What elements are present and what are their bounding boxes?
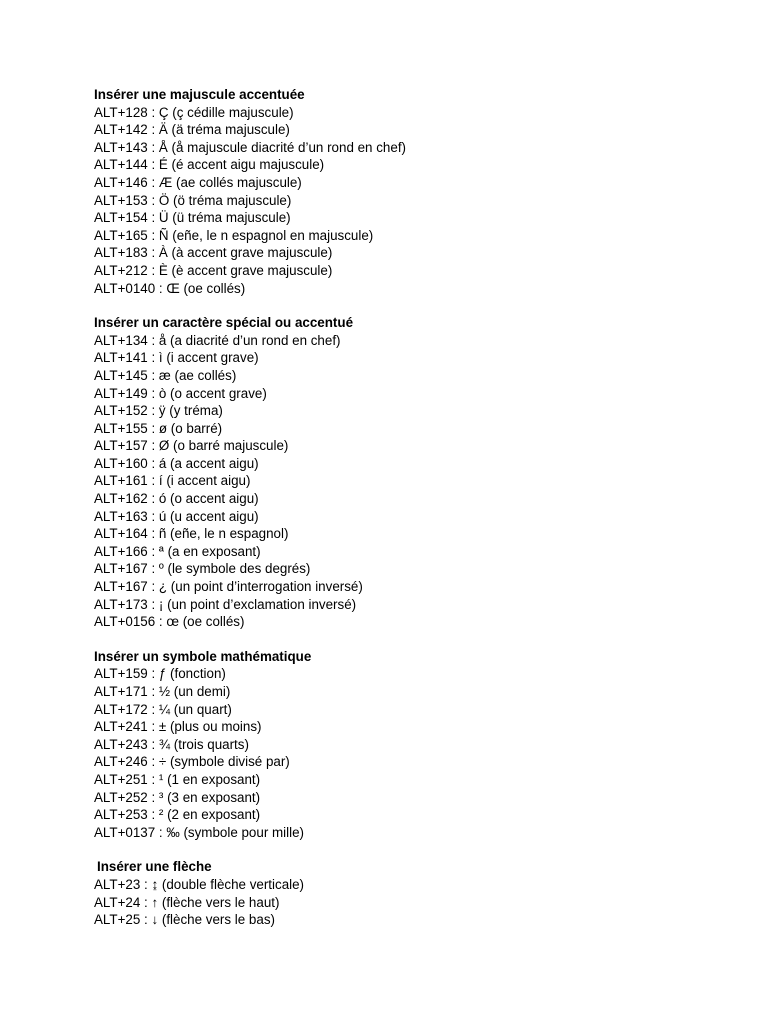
- shortcut-line: ALT+183 : À (à accent grave majuscule): [94, 245, 333, 261]
- shortcut-line: ALT+251 : ¹ (1 en exposant): [94, 771, 261, 787]
- section-heading: Insérer un symbole mathématique: [94, 648, 312, 664]
- shortcut-line: ALT+167 : ¿ (un point d’interrogation inversé): [94, 579, 363, 595]
- document-page: [94, 86, 744, 929]
- shortcut-line: ALT+141 : ì (i accent grave): [94, 350, 259, 366]
- shortcut-line: ALT+25 : ↓ (flèche vers le bas): [94, 912, 275, 928]
- section-caracteres-speciaux: [94, 314, 744, 631]
- shortcut-line: ALT+155 : ø (o barré): [94, 420, 223, 436]
- shortcut-line: ALT+173 : ¡ (un point d’exclamation inversé): [94, 596, 357, 612]
- shortcut-line: ALT+241 : ± (plus ou moins): [94, 719, 262, 735]
- shortcut-line: ALT+166 : ª (a en exposant): [94, 543, 261, 559]
- shortcut-line: ALT+146 : Æ (ae collés majuscule): [94, 174, 302, 190]
- shortcut-line: ALT+164 : ñ (eñe, le n espagnol): [94, 526, 289, 542]
- shortcut-line: ALT+128 : Ç (ç cédille majuscule): [94, 104, 294, 120]
- shortcut-line: ALT+159 : ƒ (fonction): [94, 666, 226, 682]
- shortcut-line: ALT+161 : í (i accent aigu): [94, 473, 251, 489]
- shortcut-line: ALT+153 : Ö (ö tréma majuscule): [94, 192, 292, 208]
- shortcut-line: ALT+0156 : œ (oe collés): [94, 614, 245, 630]
- shortcut-line: ALT+134 : å (a diacrité d’un rond en chef): [94, 332, 341, 348]
- shortcut-line: ALT+167 : º (le symbole des degrés): [94, 561, 311, 577]
- shortcut-line: ALT+212 : È (è accent grave majuscule): [94, 262, 333, 278]
- shortcut-line: ALT+154 : Ü (ü tréma majuscule): [94, 210, 291, 226]
- section-majuscules: [94, 86, 744, 297]
- section-heading: Insérer une majuscule accentuée: [94, 87, 305, 102]
- shortcut-line: ALT+23 : ↨ (double flèche verticale): [94, 876, 305, 892]
- shortcut-line: ALT+145 : æ (ae collés): [94, 367, 237, 383]
- shortcut-line: ALT+0140 : Œ (oe collés): [94, 280, 246, 296]
- shortcut-line: ALT+24 : ↑ (flèche vers le haut): [94, 894, 280, 910]
- shortcut-line: ALT+0137 : ‰ (symbole pour mille): [94, 824, 304, 840]
- shortcut-line: ALT+171 : ½ (un demi): [94, 684, 231, 699]
- shortcut-line: ALT+172 : ¼ (un quart): [94, 701, 232, 717]
- shortcut-line: ALT+143 : Å (å majuscule diacrité d’un rond en chef): [94, 139, 406, 155]
- shortcut-line: ALT+152 : ÿ (y tréma): [94, 403, 223, 419]
- shortcut-line: ALT+163 : ú (u accent aigu): [94, 508, 259, 524]
- shortcut-line: ALT+243 : ¾ (trois quarts): [94, 736, 249, 752]
- shortcut-line: ALT+160 : á (a accent aigu): [94, 455, 259, 471]
- shortcut-line: ALT+157 : Ø (o barré majuscule): [94, 438, 289, 454]
- shortcut-line: ALT+149 : ò (o accent grave): [94, 385, 267, 401]
- shortcut-line: ALT+165 : Ñ (eñe, le n espagnol en majuscule): [94, 227, 374, 243]
- section-heading: Insérer une flèche: [97, 859, 212, 875]
- shortcut-line: ALT+142 : Ä (ä tréma majuscule): [94, 122, 290, 138]
- section-symboles-mathematiques: [94, 648, 744, 842]
- shortcut-line: ALT+253 : ² (2 en exposant): [94, 807, 261, 823]
- shortcut-line: ALT+246 : ÷ (symbole divisé par): [94, 754, 290, 770]
- shortcut-line: ALT+162 : ó (o accent aigu): [94, 491, 259, 507]
- section-heading: Insérer un caractère spécial ou accentué: [94, 315, 354, 331]
- shortcut-line: ALT+252 : ³ (3 en exposant): [94, 789, 261, 805]
- section-fleches: [94, 858, 744, 928]
- shortcut-line: ALT+144 : É (é accent aigu majuscule): [94, 157, 325, 173]
